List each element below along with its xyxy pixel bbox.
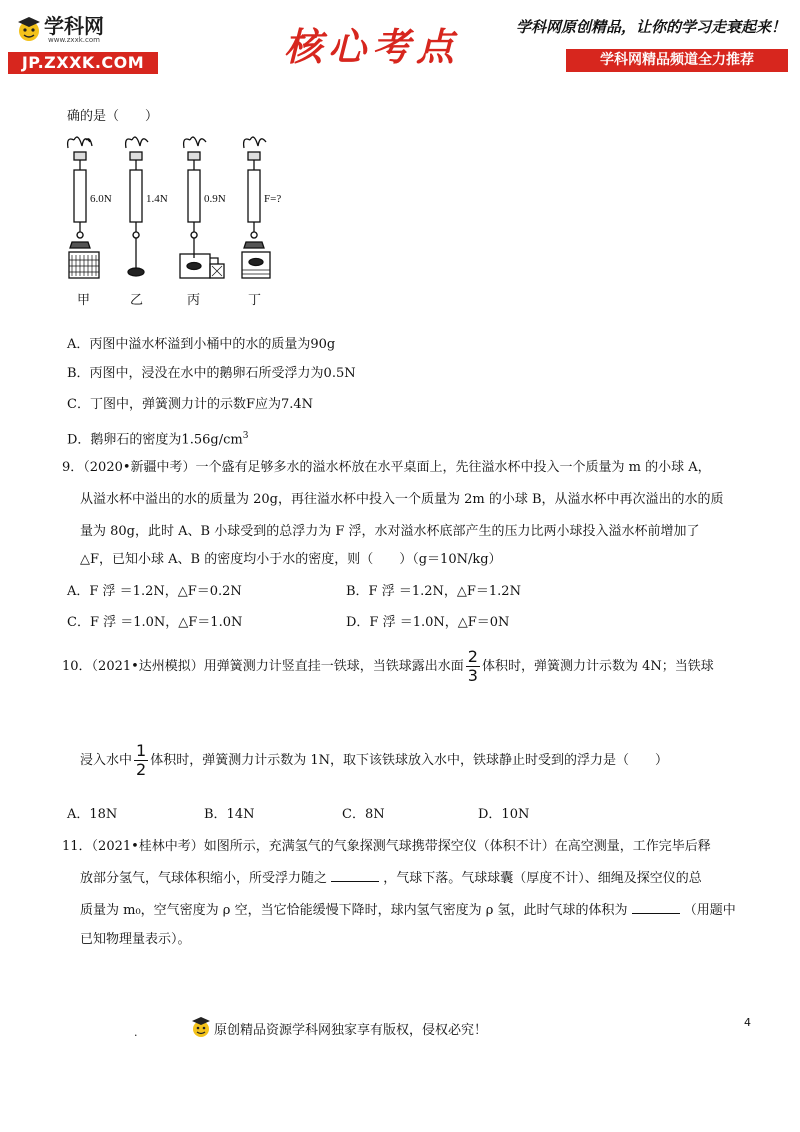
q9-option-d: D．F 浮 ＝1.0N，△F＝0N: [346, 615, 510, 630]
page-number: 4: [744, 1016, 751, 1029]
answer-blank-1: [331, 869, 379, 882]
q10-option-b: B．14N: [204, 807, 255, 822]
footer-dot: .: [134, 1026, 138, 1039]
footer-mascot-icon: [190, 1014, 212, 1040]
spring-scale-jia: [68, 137, 99, 278]
spring-scale-ding: [242, 137, 270, 278]
q10-option-a: A．18N: [67, 807, 118, 822]
logo-banner: JP.ZXXK.COM: [8, 52, 158, 74]
q8-figure: [60, 130, 300, 320]
q9-line-3: 量为 80g，此时 A、B 小球受到的总浮力为 F 浮，水对溢水杯底部产生的压力比两小球投入溢水杯前增加了: [80, 524, 700, 539]
q9-line-4: △F，已知小球 A、B 的密度均小于水的密度，则（ ）（g＝10N/kg）: [80, 552, 502, 567]
footer-copyright: 原创精品资源学科网独家享有版权，侵权必究！: [214, 1023, 488, 1038]
logo-text: 学科网: [44, 14, 104, 38]
label-ding: 丁: [248, 293, 262, 308]
label-bing: 丙: [187, 293, 201, 308]
label-yi: 乙: [130, 293, 144, 308]
label-jia: 甲: [77, 293, 91, 308]
q9-option-b: B．F 浮 ＝1.2N，△F＝1.2N: [346, 584, 521, 599]
q8-option-d: D．鹅卵石的密度为$1.56g/cm^3$: [67, 431, 249, 448]
header-slogan: 学科网原创精品，让你的学习走衰起来！: [516, 18, 787, 36]
q9-line-1: 9．（2020•新疆中考）一个盛有足够多水的溢水杯放在水平桌面上，先往溢水杯中投入一个质量为 m 的小球 A，: [62, 460, 711, 475]
q11-line-3: 质量为 m₀，空气密度为 ρ 空，当它恰能缓慢下降时，球内氢气密度为 ρ 氢，此时气球的体积为 （用题中: [80, 903, 736, 918]
reading-jia: 6.0N: [90, 193, 112, 205]
q10-option-d: D．10N: [478, 807, 530, 822]
fraction-two-thirds: $\frac{2}{3}$: [467, 647, 478, 685]
header-title: 核心考点: [284, 24, 461, 69]
reading-bing: 0.9N: [204, 193, 226, 205]
fraction-one-half: $\frac{1}{2}$: [136, 741, 147, 779]
q8-option-a: A．丙图中溢水杯溢到小桶中的水的质量为90g: [67, 337, 336, 352]
answer-blank-2: [632, 901, 680, 914]
q10-option-c: C．8N: [342, 807, 385, 822]
q9-option-a: A．F 浮 ＝1.2N，△F＝0.2N: [67, 584, 242, 599]
q11-line-2: 放部分氢气，气球体积缩小，所受浮力随之 ，气球下落。气球球囊（厚度不计）、细绳及探空仪的总: [80, 871, 702, 886]
spring-scale-yi: [126, 137, 148, 276]
q8-option-c: C．丁图中，弹簧测力计的示数F应为7.4N: [67, 397, 314, 412]
q9-option-c: C．F 浮 ＝1.0N，△F＝1.0N: [67, 615, 243, 630]
reading-yi: 1.4N: [146, 193, 168, 205]
logo-url: www.zxxk.com: [48, 36, 100, 44]
q10-line-1: 10．（2021•达州模拟）用弹簧测力计竖直挂一铁球，当铁球露出水面 $\frac{2}{3}$ 体积时，弹簧测力计示数为 4N；当铁球: [62, 647, 714, 685]
q10-line-2: 浸入水中 $\frac{1}{2}$ 体积时，弹簧测力计示数为 1N，取下该铁球放入水中，铁球静止时受到的浮力是（ ）: [80, 741, 668, 779]
header-recommend-banner: 学科网精品频道全力推荐: [566, 49, 788, 72]
reading-ding: F=?: [264, 193, 282, 205]
q11-line-4: 已知物理量表示）。: [80, 932, 191, 947]
q9-line-2: 从溢水杯中溢出的水的质量为 20g，再往溢水杯中投入一个质量为 2m 的小球 B，从溢水杯中再次溢出的水的质: [80, 492, 724, 507]
logo-mascot-icon: [14, 14, 44, 44]
q8-option-b: B．丙图中，浸没在水中的鹅卵石所受浮力为0.5N: [67, 366, 356, 381]
spring-scale-bing: [180, 137, 224, 278]
q11-line-1: 11．（2021•桂林中考）如图所示，充满氢气的气象探测气球携带探空仪（体积不计）在高空测量，工作完毕后释: [62, 839, 711, 854]
q8-stem-end: 确的是（ ）: [67, 109, 159, 124]
